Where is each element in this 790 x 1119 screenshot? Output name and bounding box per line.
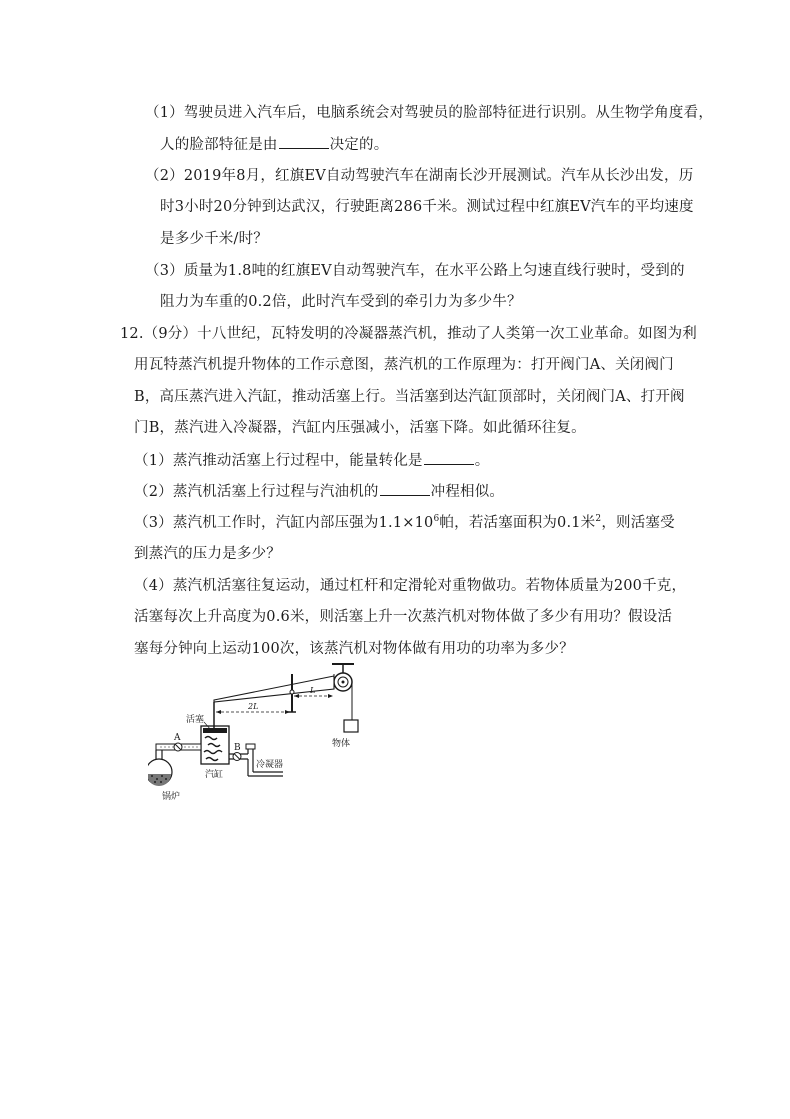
- pulley-icon: [334, 673, 352, 691]
- label-valve-a: A: [174, 733, 181, 743]
- q12-part3-line2: 到蒸汽的压力是多少？: [134, 546, 281, 562]
- lever-arm: [214, 676, 334, 702]
- q12-part2-text-after: 冲程相似。: [430, 484, 505, 500]
- q12-intro-line3: B，高压蒸汽进入汽缸，推动活塞上行。当活塞到达汽缸顶部时，关闭阀门A、打开阀: [134, 389, 685, 405]
- label-boiler: 锅炉: [162, 792, 181, 802]
- q11-part1-text-before: 人的脸部特征是由: [160, 137, 278, 153]
- q12-part3-text-c: ，则活塞受: [601, 515, 675, 531]
- q12-part1: [134, 450, 489, 471]
- q12-intro-line4: 门B，蒸汽进入冷凝器，汽缸内压强减小，活塞下降。如此循环往复。: [134, 420, 586, 436]
- q12-part2: [134, 481, 504, 502]
- piston: [203, 728, 227, 733]
- answer-blank[interactable]: [380, 481, 430, 496]
- label-piston: 活塞: [186, 715, 205, 725]
- q12-intro-line2: 用瓦特蒸汽机提升物体的工作示意图，蒸汽机的工作原理为：打开阀门A、关闭阀门: [134, 357, 674, 373]
- q11-part3-line1: （3）质量为1.8吨的红旗EV自动驾驶汽车，在水平公路上匀速直线行驶时，受到的: [145, 263, 685, 279]
- q12-part4-line2: 活塞每次上升高度为0.6米，则活塞上升一次蒸汽机对物体做了多少有用功？假设活: [134, 609, 673, 625]
- q11-part1-text-after: 决定的。: [329, 137, 389, 153]
- valve-b-icon[interactable]: [233, 753, 241, 761]
- answer-blank[interactable]: [424, 450, 474, 465]
- q11-part1-line2: [160, 134, 388, 155]
- q12-intro-line1: 12.（9分）十八世纪，瓦特发明的冷凝器蒸汽机，推动了人类第一次工业革命。如图为利: [120, 326, 697, 342]
- q12-part3-text-a: （3）蒸汽机工作时，汽缸内部压强为1.1×10: [134, 515, 434, 531]
- q11-part2-line1: （2）2019年8月，红旗EV自动驾驶汽车在湖南长沙开展测试。汽车从长沙出发，历: [145, 168, 694, 184]
- steam-pattern: [204, 737, 222, 761]
- label-2l: 2L: [248, 702, 259, 711]
- q11-part1-line1: （1）驾驶员进入汽车后，电脑系统会对驾驶员的脸部特征进行识别。从生物学角度看，: [145, 105, 714, 121]
- label-cylinder: 汽缸: [205, 770, 224, 780]
- q12-part2-text-before: （2）蒸汽机活塞上行过程与汽油机的: [134, 484, 379, 500]
- exponent: 6: [433, 514, 440, 525]
- steam-engine-diagram: [148, 662, 383, 802]
- q12-part4-line3: 塞每分钟向上运动100次，该蒸汽机对物体做有用功的功率为多少？: [134, 641, 574, 657]
- q11-part2-line3: 是多少千米/时？: [160, 231, 268, 247]
- q11-part2-line2: 时3小时20分钟到达武汉，行驶距离286千米。测试过程中红旗EV汽车的平均速度: [160, 199, 694, 215]
- label-valve-b: B: [234, 743, 241, 753]
- q11-part3-line2: 阻力为车重的0.2倍，此时汽车受到的牵引力为多少牛？: [160, 294, 522, 310]
- answer-blank[interactable]: [279, 134, 329, 149]
- label-object: 物体: [332, 739, 351, 749]
- q12-part3-line1: [134, 513, 675, 533]
- label-condenser: 冷凝器: [256, 760, 284, 770]
- q12-part4-line1: （4）蒸汽机活塞往复运动，通过杠杆和定滑轮对重物做功。若物体质量为200千克，: [134, 578, 687, 594]
- object-block: [344, 720, 358, 732]
- boiler-icon: [148, 759, 172, 786]
- q12-part1-text-before: （1）蒸汽推动活塞上行过程中，能量转化是: [134, 453, 423, 469]
- valve-a-icon[interactable]: [174, 743, 182, 751]
- label-l: L: [310, 686, 316, 695]
- q12-part1-text-after: 。: [474, 453, 490, 469]
- q12-part3-text-b: 帕，若活塞面积为0.1米: [439, 515, 596, 531]
- exponent: 2: [595, 514, 602, 525]
